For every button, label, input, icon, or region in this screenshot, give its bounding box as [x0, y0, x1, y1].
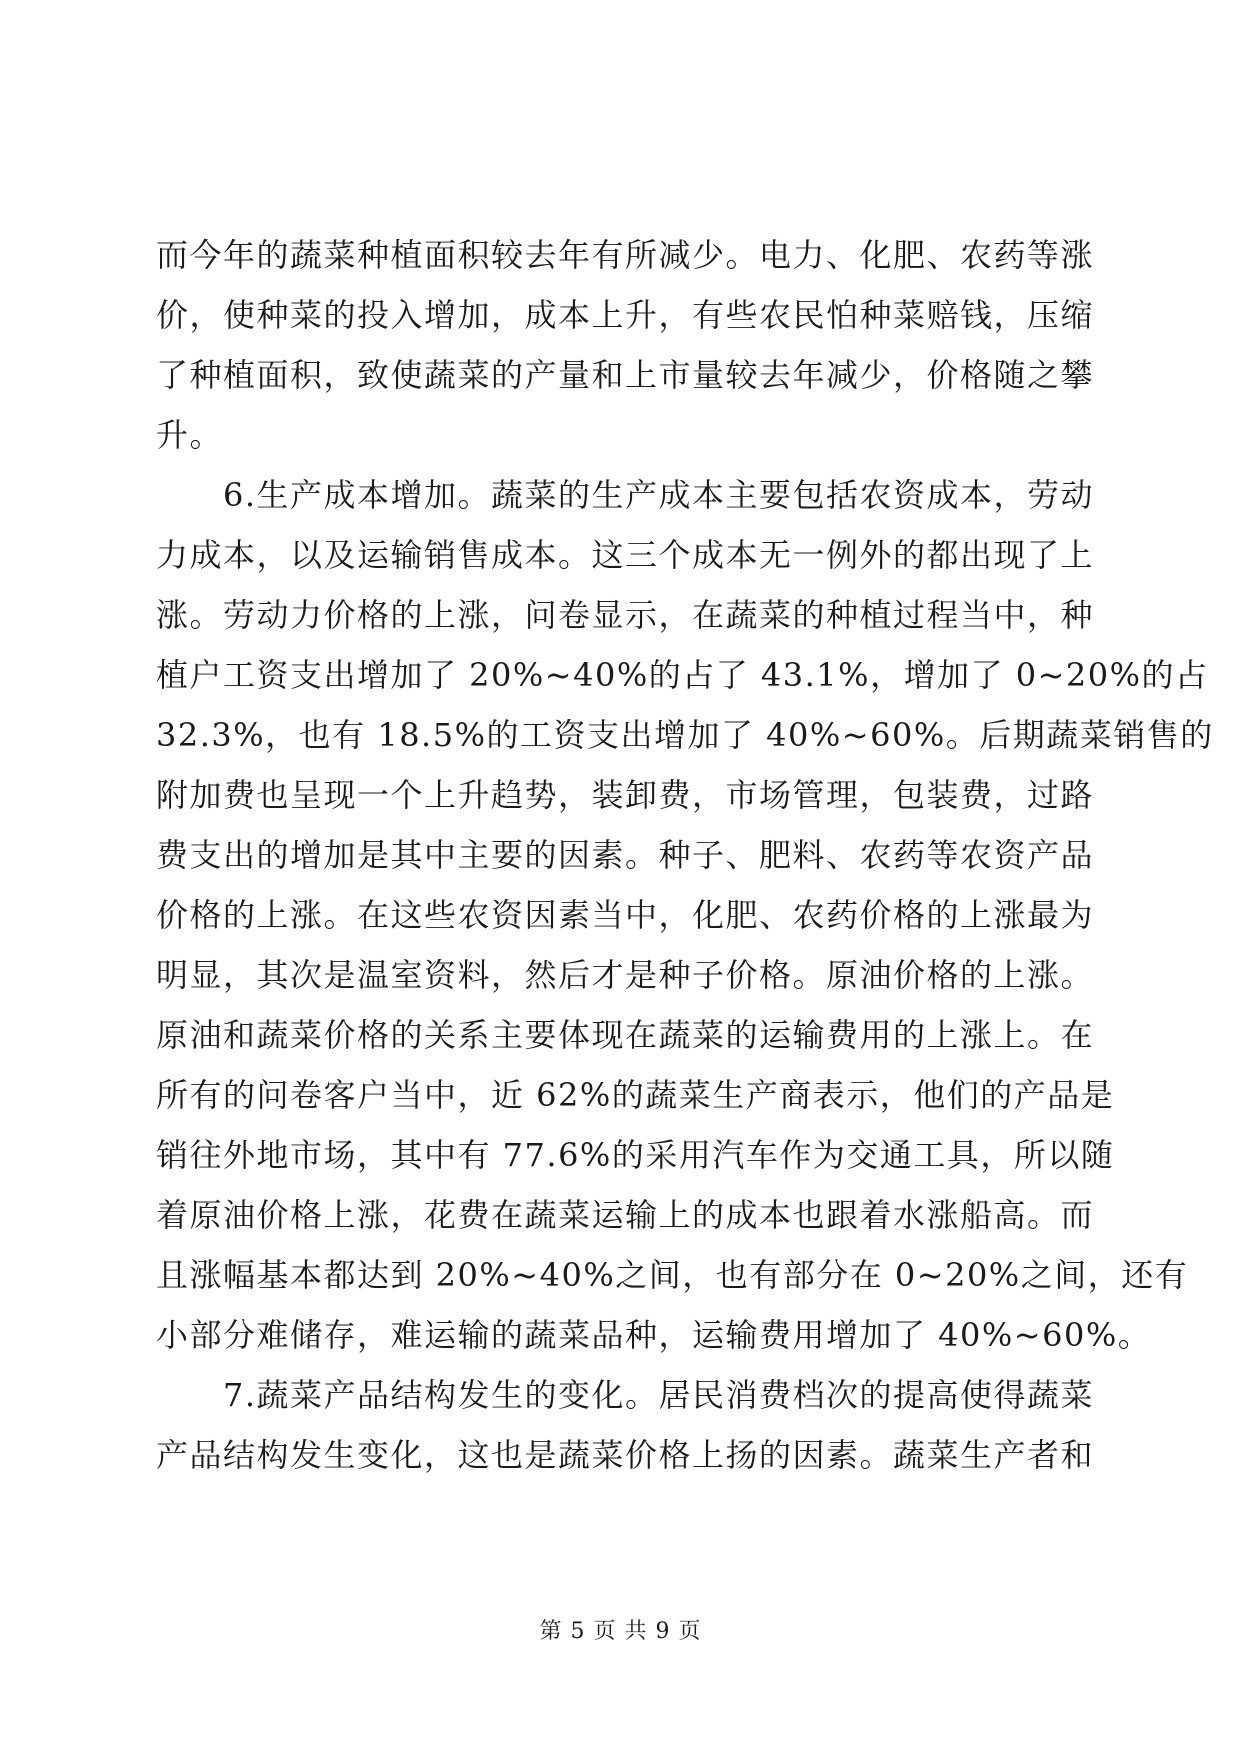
- page-number-label: 第 5 页 共 9 页: [539, 1619, 702, 1644]
- text-line: 7.蔬菜产品结构发生的变化。居民消费档次的提高使得蔬菜: [156, 1376, 1095, 1414]
- text-line: 附加费也呈现一个上升趋势，装卸费，市场管理，包装费，过路: [156, 776, 1095, 814]
- text-line: 所有的问卷客户当中，近 62%的蔬菜生产商表示，他们的产品是: [156, 1076, 1115, 1114]
- text-line: 价格的上涨。在这些农资因素当中，化肥、农药价格的上涨最为: [156, 896, 1095, 934]
- text-line: 而今年的蔬菜种植面积较去年有所减少。电力、化肥、农药等涨: [156, 236, 1095, 274]
- text-line: 植户工资支出增加了 20%~40%的占了 43.1%，增加了 0~20%的占: [156, 656, 1209, 694]
- text-line: 费支出的增加是其中主要的因素。种子、肥料、农药等农资产品: [156, 836, 1095, 874]
- text-line: 升。: [156, 416, 224, 454]
- text-line: 价，使种菜的投入增加，成本上升，有些农民怕种菜赔钱，压缩: [156, 296, 1095, 334]
- page-footer: [0, 1614, 1241, 1645]
- text-line: 明显，其次是温室资料，然后才是种子价格。原油价格的上涨。: [156, 956, 1095, 994]
- text-line: 产品结构发生变化，这也是蔬菜价格上扬的因素。蔬菜生产者和: [156, 1436, 1095, 1474]
- text-line: 力成本，以及运输销售成本。这三个成本无一例外的都出现了上: [156, 536, 1095, 574]
- text-line: 32.3%，也有 18.5%的工资支出增加了 40%~60%。后期蔬菜销售的: [156, 716, 1214, 754]
- text-line: 小部分难储存，难运输的蔬菜品种，运输费用增加了 40%~60%。: [156, 1316, 1152, 1354]
- text-line: 销往外地市场，其中有 77.6%的采用汽车作为交通工具，所以随: [156, 1136, 1115, 1174]
- text-line: 了种植面积，致使蔬菜的产量和上市量较去年减少，价格随之攀: [156, 356, 1095, 394]
- text-line: 6.生产成本增加。蔬菜的生产成本主要包括农资成本，劳动: [156, 476, 1095, 514]
- text-line: 原油和蔬菜价格的关系主要体现在蔬菜的运输费用的上涨上。在: [156, 1016, 1095, 1054]
- text-line: 且涨幅基本都达到 20%~40%之间，也有部分在 0~20%之间，还有: [156, 1256, 1189, 1294]
- text-line: 着原油价格上涨，花费在蔬菜运输上的成本也跟着水涨船高。而: [156, 1196, 1095, 1234]
- body-text: [156, 225, 1214, 1485]
- text-line: 涨。劳动力价格的上涨，问卷显示，在蔬菜的种植过程当中，种: [156, 596, 1095, 634]
